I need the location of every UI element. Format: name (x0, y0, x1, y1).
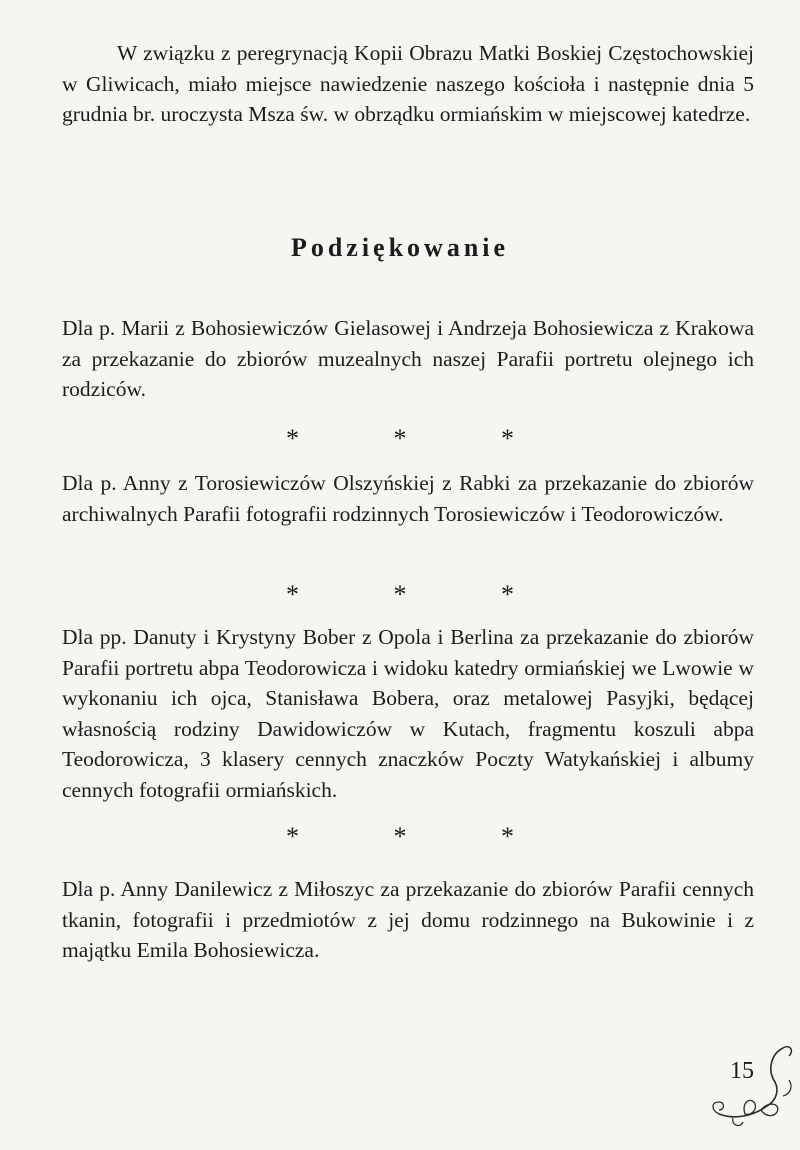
floral-ornament-icon (705, 1040, 797, 1130)
acknowledgement-paragraph-2: Dla p. Anny z Torosiewiczów Olszyńskiej z Rabki za przekazanie do zbiorów archiwalnych Parafii fotografii rodzinnych Torosiewiczów i Teodorowiczów. (62, 471, 754, 526)
page-number: 15 (730, 1058, 754, 1084)
intro-paragraph: W związku z peregrynacją Kopii Obrazu Matki Boskiej Częstochowskiej w Gliwicach, miało miejsce nawiedzenie naszego kościoła i następnie dnia 5 grudnia br. uroczysta Msza św. w obrządku ormiańskim w miejscowej katedrze. (62, 41, 754, 126)
separator-stars-2: * * * (286, 580, 558, 609)
acknowledgement-paragraph-4: Dla p. Anny Danilewicz z Miłoszyc za przekazanie do zbiorów Parafii cennych tkanin, fotografii i przedmiotów z jej domu rodzinnego na Bukowinie i z majątku Emila Bohosiewicza. (62, 877, 754, 962)
acknowledgement-paragraph-1: Dla p. Marii z Bohosiewiczów Gielasowej i Andrzeja Bohosiewicza z Krakowa za przekazanie do zbiorów muzealnych naszej Parafii portretu olejnego ich rodziców. (62, 316, 754, 401)
page-heading: Podziękowanie (290, 233, 510, 262)
separator-stars-1: * * * (286, 424, 558, 453)
acknowledgement-paragraph-3: Dla pp. Danuty i Krystyny Bober z Opola i Berlina za przekazanie do zbiorów Parafii portretu abpa Teodorowicza i widoku katedry ormiańskiej we Lwowie w wykonaniu ich ojca, Stanisława Bobera, oraz metalowej Pasyjki, będącej własnością rodziny Dawidowiczów w Kutach, fragmentu koszuli abpa Teodorowicza, 3 klasery cennych znaczków Poczty Watykańskiej i albumy cennych fotografii ormiańskich. (62, 625, 754, 802)
separator-stars-3: * * * (286, 822, 558, 851)
